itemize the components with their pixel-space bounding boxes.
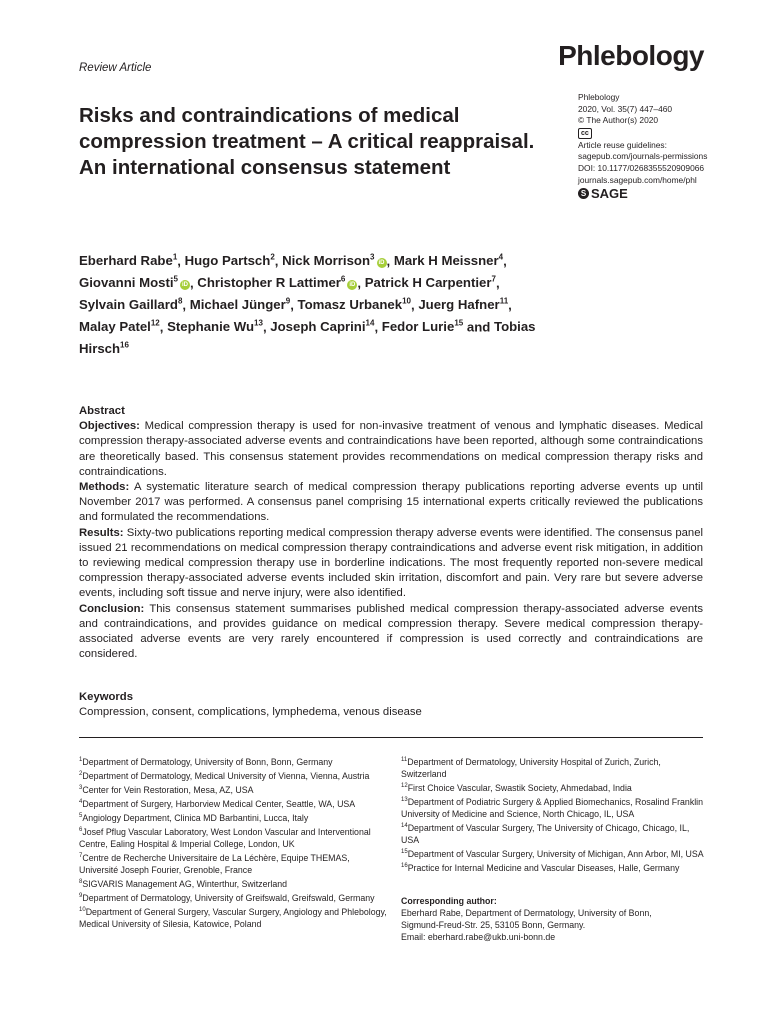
publisher-name: SAGE xyxy=(591,186,628,202)
affiliation-text: SIGVARIS Management AG, Winterthur, Switzerland xyxy=(82,878,288,889)
author-list xyxy=(79,249,549,359)
affiliation-number: 12 xyxy=(401,783,408,790)
affiliation-text: First Choice Vascular, Swastik Society, Ahmedabad, India xyxy=(407,782,632,793)
affiliation-text: Department of Dermatology, University of Bonn, Bonn, Germany xyxy=(82,756,333,767)
affiliation xyxy=(401,820,706,846)
orcid-icon[interactable]: iD xyxy=(378,260,385,267)
author-separator: , xyxy=(357,275,365,291)
author-name[interactable]: Giovanni Mosti xyxy=(79,275,174,291)
orcid-icon[interactable]: iD xyxy=(349,282,356,289)
affiliation-number: 1 xyxy=(79,757,83,763)
abstract-section-text: Medical compression therapy is used for non-invasive treatment of venous and lymphatic diseases. Medical compression therapy-associated adverse events and contraindications have been reported, although some contraindications are theoretically based. This consensus statement provides recommendations on medical compression therapy risks and contraindications. xyxy=(79,420,704,478)
affiliation-text: Department of Vascular Surgery, University of Michigan, Ann Arbor, MI, USA xyxy=(407,848,704,859)
author[interactable] xyxy=(365,275,496,290)
affiliation-text: Department of Dermatology, University of Greifswald, Greifswald, Germany xyxy=(82,892,375,903)
author-separator: , xyxy=(290,297,298,313)
affiliation-text: Centre de Recherche Universitaire de La Léchère, Equipe THEMAS, Université Joseph Fourier, Grenoble, France xyxy=(79,852,350,875)
abstract-section-text: A systematic literature search of medical compression therapy publications reporting adverse events up until November 2017 was performed. A consensus panel comprising 15 international experts critically reviewed the publications and formulated the recommendations. xyxy=(79,481,703,524)
affiliation xyxy=(79,796,389,810)
affiliation-number: 10 xyxy=(79,906,86,913)
abstract-sections xyxy=(79,419,703,662)
affiliation xyxy=(79,904,389,930)
keywords xyxy=(79,690,703,720)
abstract-section xyxy=(79,602,703,663)
author-separator: , xyxy=(508,297,512,313)
meta-copyright: © The Author(s) 2020 xyxy=(578,115,659,126)
author[interactable] xyxy=(270,319,374,334)
abstract-section xyxy=(79,480,703,526)
author-separator: , xyxy=(274,253,283,269)
author-name[interactable]: Sylvain Gaillard xyxy=(79,297,178,313)
affiliation-text: Department of Dermatology, Medical University of Vienna, Vienna, Austria xyxy=(82,770,370,781)
article-metadata xyxy=(578,92,728,200)
affiliation-text: Practice for Internal Medicine and Vascular Diseases, Halle, Germany xyxy=(407,862,680,873)
author[interactable] xyxy=(185,253,275,268)
affiliation-text: Department of Vascular Surgery, The University of Chicago, Chicago, IL, USA xyxy=(401,822,690,845)
author-separator: , xyxy=(495,275,500,291)
article-title: Risks and contraindications of medical compression treatment – A critical reappraisal. An international consensus statement xyxy=(79,104,535,179)
author-name[interactable]: Juerg Hafner xyxy=(418,297,500,313)
cc-license-icon[interactable]: cc xyxy=(578,128,592,139)
affiliation-number: 8 xyxy=(79,878,83,885)
abstract-section-label: Methods: xyxy=(79,481,130,494)
author-affiliation-number: 14 xyxy=(365,318,375,328)
affiliation xyxy=(401,794,706,820)
corresponding-heading: Corresponding author: xyxy=(401,896,497,906)
affiliations-left xyxy=(79,754,389,930)
affiliation xyxy=(79,850,389,876)
affiliation-number: 15 xyxy=(401,849,408,856)
author-name[interactable]: Patrick H Carpentier xyxy=(364,275,492,291)
author-affiliation-number: 6 xyxy=(340,274,346,284)
affiliation-number: 4 xyxy=(79,798,83,805)
affiliation-text: Angiology Department, Clinica MD Barbantini, Lucca, Italy xyxy=(82,812,309,823)
author-separator: , xyxy=(182,297,190,313)
author-name[interactable]: Fedor Lurie xyxy=(381,319,455,335)
keywords-text: Compression, consent, complications, lymphedema, venous disease xyxy=(79,706,422,719)
meta-journal-link[interactable]: journals.sagepub.com/home/phl xyxy=(578,174,697,185)
meta-reuse-link[interactable]: sagepub.com/journals-permissions xyxy=(578,151,708,162)
affiliation-text: Josef Pflug Vascular Laboratory, West London Vascular and Interventional Centre, Ealing Hospital & Imperial College, London, UK xyxy=(79,826,371,849)
affiliation xyxy=(79,810,389,824)
author-affiliation-number: 5 xyxy=(173,274,178,284)
affiliation xyxy=(79,754,389,768)
affiliation xyxy=(401,754,706,780)
corresponding-author xyxy=(401,895,706,943)
orcid-icon[interactable]: iD xyxy=(181,282,188,289)
affiliation xyxy=(401,860,706,874)
author-name[interactable]: Tomasz Urbanek xyxy=(297,297,403,313)
author-affiliation-number: 10 xyxy=(402,296,411,306)
corresponding-email[interactable]: Email: eberhard.rabe@ukb.uni-bonn.de xyxy=(401,932,556,943)
footnote-divider xyxy=(79,737,703,738)
author[interactable] xyxy=(418,297,508,312)
author-separator: , xyxy=(177,253,185,269)
author[interactable] xyxy=(79,275,190,290)
author[interactable] xyxy=(79,297,182,312)
author-separator: , xyxy=(374,319,382,335)
author-separator: and xyxy=(463,319,494,335)
affiliation xyxy=(79,824,389,850)
author-name[interactable]: Stephanie Wu xyxy=(167,319,255,335)
publisher-logo xyxy=(578,188,728,200)
corresponding-line: Sigmund-Freud-Str. 25, 53105 Bonn, Germany. xyxy=(401,920,586,931)
affiliation-number: 16 xyxy=(401,862,408,869)
author-affiliation-number: 1 xyxy=(172,253,178,262)
affiliation-text: Department of Podiatric Surgery & Applied Biomechanics, Rosalind Franklin University of Medicine and Science, North Chicago, IL, USA xyxy=(401,796,704,819)
affiliation-number: 7 xyxy=(79,852,83,859)
author-affiliation-number: 16 xyxy=(120,340,129,350)
author[interactable] xyxy=(282,253,386,268)
author-separator: , xyxy=(159,319,168,335)
journal-logo[interactable]: Phlebology xyxy=(558,40,704,71)
author-name[interactable]: Mark H Meissner xyxy=(393,253,499,269)
affiliation xyxy=(401,846,706,860)
author-name[interactable]: Christopher R Lattimer xyxy=(197,275,341,291)
affiliation-number: 2 xyxy=(79,770,83,777)
meta-doi[interactable]: DOI: 10.1177/0268355520909066 xyxy=(578,162,705,173)
sage-logo-icon: S xyxy=(578,188,589,199)
abstract-section-text: Sixty-two publications reporting medical compression therapy adverse events were identified. The consensus panel issued 21 recommendations on medical compression therapy contraindications and adverse event risk mitigation, in addition to reviewing medical compression therapy use in borderline indications. The most frequently reported non-severe medical compression therapy-associated adverse events included skin irritation, discomfort and pain. Very rare but severe adverse events, including soft tissue and nerve injury, were also identified. xyxy=(79,526,703,600)
author-affiliation-number: 15 xyxy=(454,318,464,328)
author-affiliation-number: 7 xyxy=(491,274,496,284)
affiliation-text: Center for Vein Restoration, Mesa, AZ, USA xyxy=(82,784,254,795)
abstract-section-label: Results: xyxy=(79,526,124,539)
abstract-section-label: Objectives: xyxy=(79,420,140,433)
meta-journal: Phlebology xyxy=(578,92,620,102)
affiliation-number: 3 xyxy=(79,784,83,791)
affiliation xyxy=(79,890,389,904)
author-separator: , xyxy=(262,319,271,335)
author-separator: , xyxy=(386,253,394,269)
meta-reuse-label: Article reuse guidelines: xyxy=(578,139,667,150)
affiliation xyxy=(401,780,706,794)
author-separator: , xyxy=(503,253,507,269)
author-affiliation-number: 2 xyxy=(270,253,275,262)
author-name[interactable]: Joseph Caprini xyxy=(270,319,366,335)
author-name[interactable]: Michael Jünger xyxy=(189,297,286,313)
meta-citation: 2020, Vol. 35(7) 447–460 xyxy=(578,103,673,114)
abstract-section xyxy=(79,526,703,602)
affiliation-number: 13 xyxy=(401,796,408,803)
author-affiliation-number: 11 xyxy=(499,296,509,306)
author[interactable] xyxy=(79,319,160,334)
corresponding-line: Eberhard Rabe, Department of Dermatology, University of Bonn, xyxy=(401,908,652,919)
author-separator: , xyxy=(189,275,198,291)
affiliation xyxy=(79,782,389,796)
author-affiliation-number: 13 xyxy=(254,318,263,328)
keywords-heading: Keywords xyxy=(79,691,133,703)
author[interactable] xyxy=(298,297,411,312)
author[interactable] xyxy=(190,297,290,312)
affiliation-text: Department of General Surgery, Vascular Surgery, Angiology and Phlebology, Medical University of Silesia, Katowice, Poland xyxy=(79,906,387,929)
affiliation-number: 11 xyxy=(401,757,408,763)
author-name[interactable]: Eberhard Rabe xyxy=(79,253,173,269)
author-name[interactable]: Nick Morrison xyxy=(282,253,371,269)
author[interactable] xyxy=(79,253,177,268)
abstract-section-label: Conclusion: xyxy=(79,602,145,615)
abstract-section-text: This consensus statement summarises published medical compression therapy-associated adverse events and contraindications, and provides guidance on medical compression therapy. Severe medical compression therapy-associated adverse events are very rarely encountered if compression is used correctly and contraindications are considered. xyxy=(79,602,703,661)
author-affiliation-number: 3 xyxy=(370,253,375,262)
author[interactable] xyxy=(382,319,463,334)
author-name[interactable]: Malay Patel xyxy=(79,319,151,335)
abstract-section xyxy=(79,419,703,480)
author-separator: , xyxy=(411,297,419,313)
affiliation-number: 14 xyxy=(401,823,408,829)
affiliation xyxy=(79,876,389,890)
author[interactable] xyxy=(394,253,503,268)
author-affiliation-number: 8 xyxy=(177,296,183,306)
affiliation-text: Department of Dermatology, University Hospital of Zurich, Zurich, Switzerland xyxy=(401,756,661,779)
affiliation-number: 5 xyxy=(79,812,83,819)
author-name[interactable]: Hugo Partsch xyxy=(184,253,271,269)
affiliation-text: Department of Surgery, Harborview Medical Center, Seattle, WA, USA xyxy=(82,798,356,809)
affiliation-number: 9 xyxy=(79,892,83,899)
abstract-heading: Abstract xyxy=(79,405,125,417)
author[interactable] xyxy=(167,319,263,334)
author-affiliation-number: 4 xyxy=(498,253,504,262)
author-affiliation-number: 9 xyxy=(285,296,291,306)
abstract xyxy=(79,404,703,662)
affiliations-right xyxy=(401,754,706,874)
affiliation-number: 6 xyxy=(79,826,83,833)
author-name[interactable]: Tobias Hirsch xyxy=(79,319,536,357)
author[interactable] xyxy=(197,275,357,290)
article-type-label: Review Article xyxy=(79,62,152,74)
author-affiliation-number: 12 xyxy=(150,318,160,328)
affiliation xyxy=(79,768,389,782)
